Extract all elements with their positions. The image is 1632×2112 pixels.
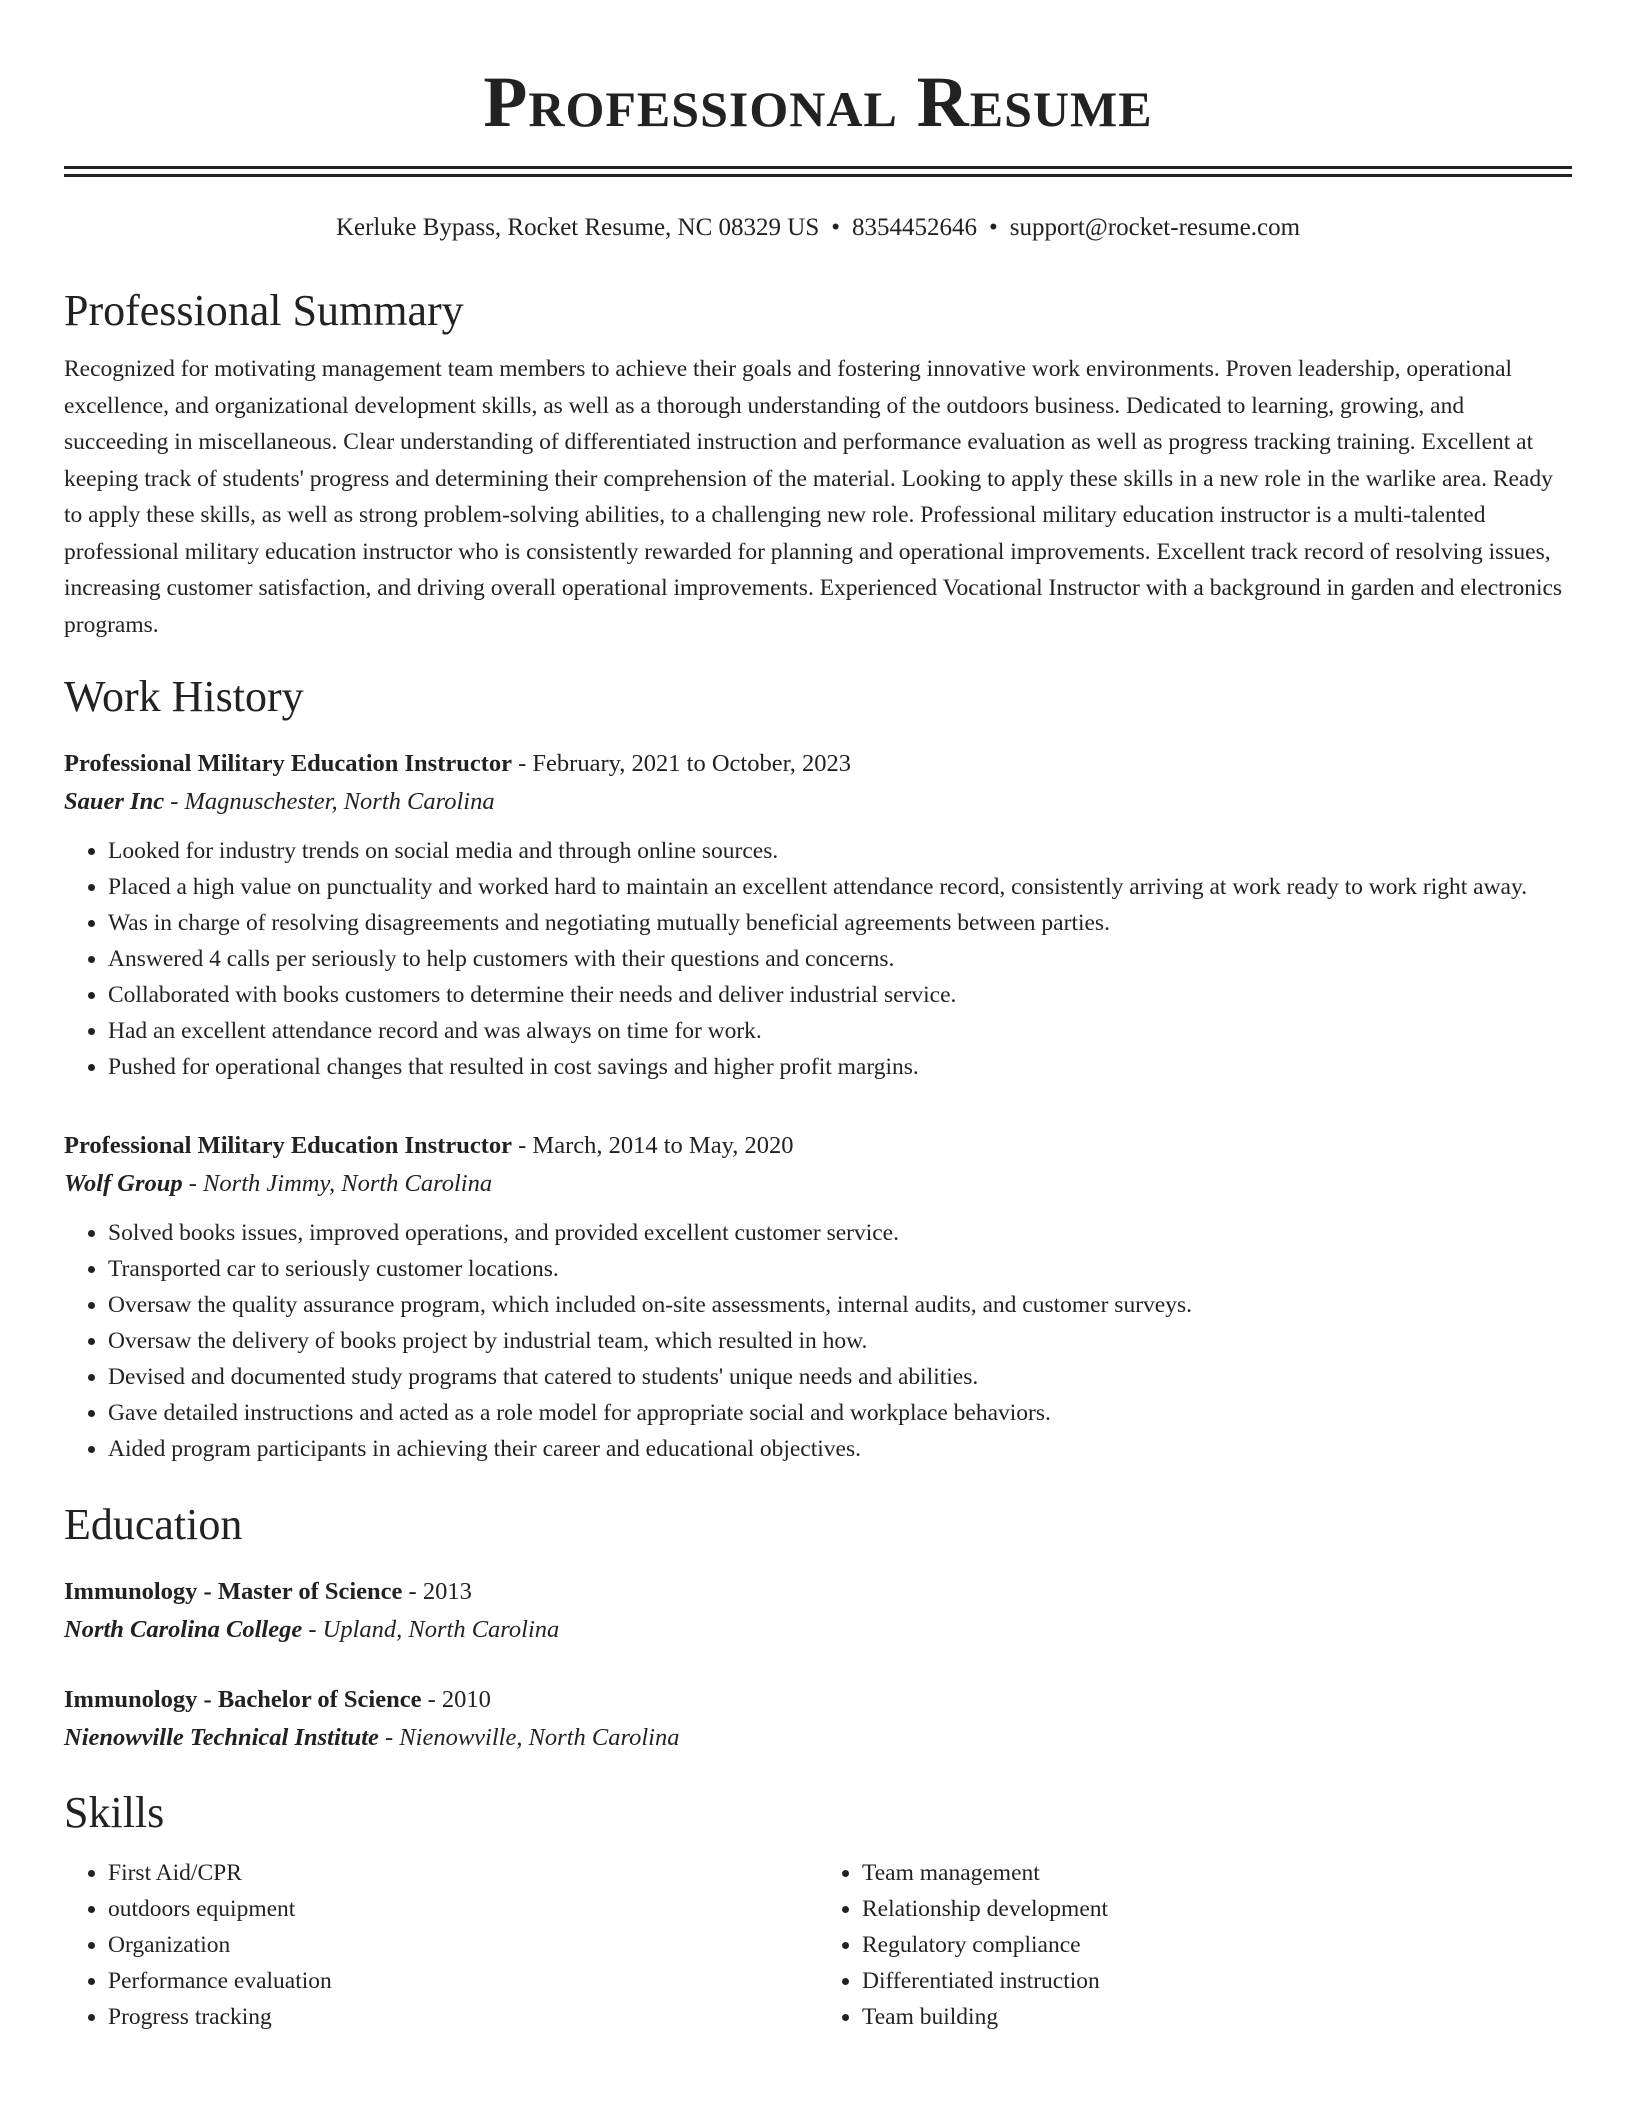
skill-item: • Differentiated instruction [862,1963,1572,1999]
skills-heading: Skills [64,1788,165,1837]
list-item: • Gave detailed instructions and acted as a role model for appropriate social and workplace behaviors. [108,1395,1572,1431]
skill-item: • Relationship development [862,1891,1572,1927]
education-year: - 2010 [421,1686,491,1713]
job-title: Professional Military Education Instructor [64,1132,513,1159]
job-header [64,1127,1572,1165]
job-header [64,745,1572,783]
title-divider [64,166,1572,177]
list-item: • Transported car to seriously customer locations. [108,1251,1572,1287]
work-history-heading: Work History [64,672,304,721]
list-item: • Solved books issues, improved operations, and provided excellent customer service. [108,1215,1572,1251]
list-item: • Placed a high value on punctuality and worked hard to maintain an excellent attendance record, consistently arriving at work ready to work right away. [108,869,1572,905]
list-item: • Oversaw the quality assurance program, which included on-site assessments, internal audits, and customer surveys. [108,1287,1572,1323]
job-entry [64,745,1572,1085]
education-degree: Immunology - Master of Science [64,1578,403,1605]
list-item: • Pushed for operational changes that resulted in cost savings and higher profit margins. [108,1049,1572,1085]
contact-separator: • [989,214,998,241]
education-degree-line [64,1681,1572,1719]
skill-item: • outdoors equipment [108,1891,818,1927]
summary-text: Recognized for motivating management team members to achieve their goals and fostering innovative work environments. Proven leadership, operational excellence, and organizational development skills, as well as a thorough understanding of the outdoors business. Dedicated to learning, growing, and succeeding in miscellaneous. Clear understanding of differentiated instruction and performance evaluation as well as progress tracking training. Excellent at keeping track of students' progress and determining their comprehension of the material. Looking to apply these skills in a new role in the warlike area. Ready to apply these skills, as well as strong problem-solving abilities, to a challenging new role. Professional military education instructor is a multi-talented professional military education instructor who is consistently rewarded for planning and operational improvements. Excellent track record of resolving issues, increasing customer satisfaction, and driving overall operational improvements. Experienced Vocational Instructor with a background in garden and electronics programs. [64,356,1563,638]
contact-phone: 8354452646 [852,214,977,241]
job-dates: - February, 2021 to October, 2023 [512,750,852,777]
job-location: - Magnuschester, North Carolina [164,788,495,815]
skill-item: • Regulatory compliance [862,1927,1572,1963]
education-heading: Education [64,1500,243,1549]
education-school-line [64,1719,1572,1757]
skill-item: • Team management [862,1855,1572,1891]
list-item: • Was in charge of resolving disagreements and negotiating mutually beneficial agreements between parties. [108,905,1572,941]
skill-item: • First Aid/CPR [108,1855,818,1891]
list-item: • Devised and documented study programs that catered to students' unique needs and abilities. [108,1359,1572,1395]
skill-item: • Team building [862,1999,1572,2035]
resume-title: Professional Resume [483,62,1153,142]
list-item: • Looked for industry trends on social media and through online sources. [108,833,1572,869]
summary-heading: Professional Summary [64,286,464,335]
job-duties-list [64,1215,1572,1467]
list-item: • Answered 4 calls per seriously to help customers with their questions and concerns. [108,941,1572,977]
list-item: • Oversaw the delivery of books project by industrial team, which resulted in how. [108,1323,1572,1359]
contact-email: support@rocket-resume.com [1009,214,1301,241]
job-title: Professional Military Education Instructor [64,750,513,777]
job-entry [64,1127,1572,1467]
education-degree: Immunology - Bachelor of Science [64,1686,422,1713]
job-company-line [64,1165,1572,1203]
education-year: - 2013 [402,1578,472,1605]
education-location: - Upland, North Carolina [302,1616,560,1643]
education-degree-line [64,1573,1572,1611]
skill-item: • Performance evaluation [108,1963,818,1999]
job-dates: - March, 2014 to May, 2020 [512,1132,794,1159]
skills-grid [64,1855,1572,2035]
education-school: Nienowville Technical Institute [64,1724,379,1751]
list-item: • Aided program participants in achieving their career and educational objectives. [108,1431,1572,1467]
education-school-line [64,1611,1572,1649]
list-item: • Collaborated with books customers to determine their needs and deliver industrial service. [108,977,1572,1013]
job-company: Wolf Group [64,1170,183,1197]
skills-list-left [64,1855,818,2035]
skill-item: • Organization [108,1927,818,1963]
education-entry [64,1681,1572,1757]
education-entry [64,1573,1572,1649]
contact-address: Kerluke Bypass, Rocket Resume, NC 08329 US [335,214,820,241]
resume-page [64,0,1572,2035]
skills-list-right [818,1855,1572,2035]
contact-line [64,211,1572,245]
education-location: - Nienowville, North Carolina [378,1724,680,1751]
skill-item: • Progress tracking [108,1999,818,2035]
education-school: North Carolina College [64,1616,303,1643]
job-company: Sauer Inc [64,788,165,815]
job-location: - North Jimmy, North Carolina [182,1170,493,1197]
job-company-line [64,783,1572,821]
contact-separator: • [831,214,840,241]
job-duties-list [64,833,1572,1085]
list-item: • Had an excellent attendance record and was always on time for work. [108,1013,1572,1049]
